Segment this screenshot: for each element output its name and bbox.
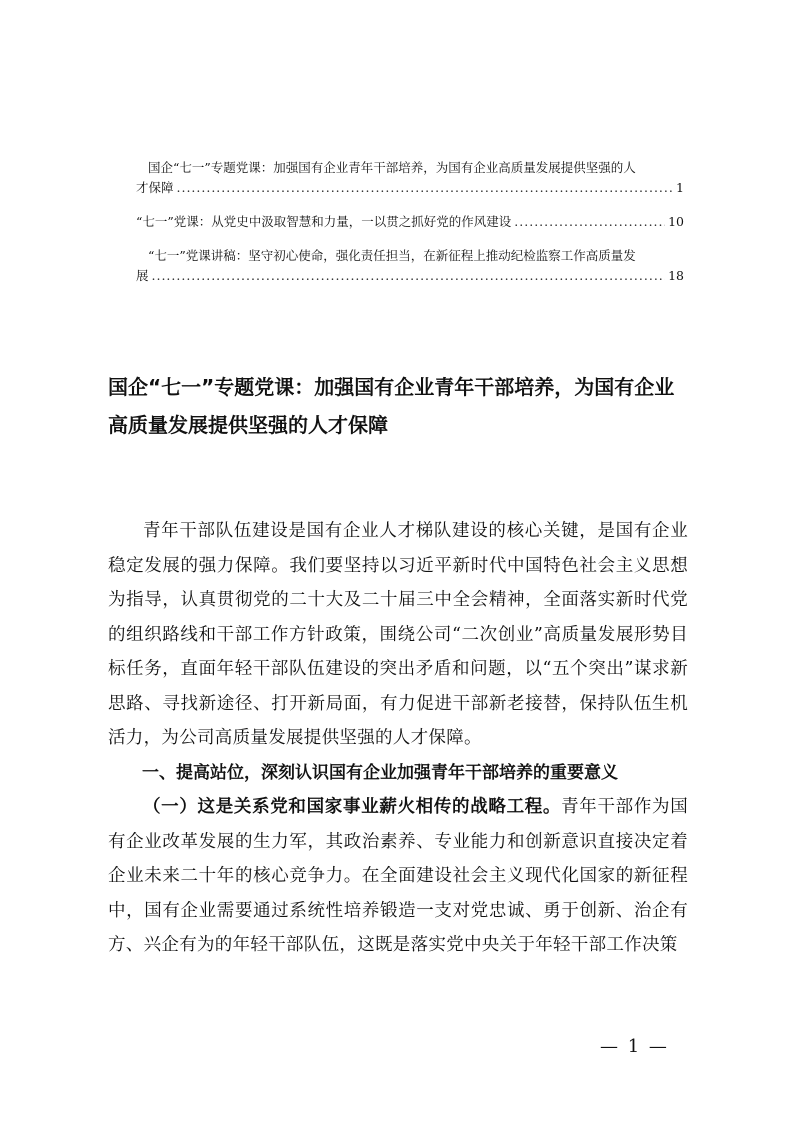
table-of-contents xyxy=(136,158,684,286)
toc-entry-1-page: 1 xyxy=(676,180,684,195)
toc-entry-1-continuation: 才保障 xyxy=(136,180,174,195)
toc-leader-dots xyxy=(177,178,674,198)
toc-entry-3-text: “七一”党课讲稿：坚守初心使命，强化责任担当，在新征程上推动纪检监察工作高质量发 xyxy=(148,248,636,263)
toc-entry-2[interactable] xyxy=(136,212,684,232)
toc-leader-dots xyxy=(152,266,666,286)
subsection-1-lead: （一）这是关系党和国家事业薪火相传的战略工程。 xyxy=(143,797,562,817)
toc-entry-3[interactable] xyxy=(136,246,684,286)
toc-entry-1-text: 国企“七一”专题党课：加强国有企业青年干部培养，为国有企业高质量发展提供坚强的人 xyxy=(148,160,636,175)
toc-entry-3-continuation: 展 xyxy=(136,268,149,283)
article-body xyxy=(108,514,688,963)
toc-entry-2-page: 10 xyxy=(668,214,684,229)
toc-entry-1[interactable] xyxy=(136,158,684,198)
toc-entry-3-page: 18 xyxy=(668,268,684,283)
section-heading-1: 一、提高站位，深刻认识国有企业加强青年干部培养的重要意义 xyxy=(142,762,618,783)
article-title: 国企“七一”专题党课：加强国有企业青年干部培养，为国有企业高质量发展提供坚强的人才保障 xyxy=(108,375,675,437)
toc-entry-2-text: “七一”党课：从党史中汲取智慧和力量，一以贯之抓好党的作风建设 xyxy=(136,214,512,229)
toc-leader-dots xyxy=(514,212,665,232)
intro-paragraph: 青年干部队伍建设是国有企业人才梯队建设的核心关键，是国有企业稳定发展的强力保障。我们要坚持以习近平新时代中国特色社会主义思想为指导，认真贯彻党的二十大及二十届三中全会精神，全面落实新时代党的组织路线和干部工作方针政策，围绕公司“二次创业”高质量发展形势目标任务，直面年轻干部队伍建设的突出矛盾和问题，以“五个突出”谋求新思路、寻找新途径、打开新局面，有力促进干部新老接替，保持队伍生机活力，为公司高质量发展提供坚强的人才保障。 xyxy=(108,521,688,748)
subsection-1-text: 青年干部作为国有企业改革发展的生力军，其政治素养、专业能力和创新意识直接决定着企业未来二十年的核心竞争力。在全面建设社会主义现代化国家的新征程中，国有企业需要通过系统性培养锻造一支对党忠诚、勇于创新、治企有方、兴企有为的年轻干部队伍，这既是落实党中央关于年轻干部工作决策 xyxy=(108,797,688,955)
subsection-1-paragraph xyxy=(108,790,688,963)
page-number: — 1 — xyxy=(600,1036,669,1057)
